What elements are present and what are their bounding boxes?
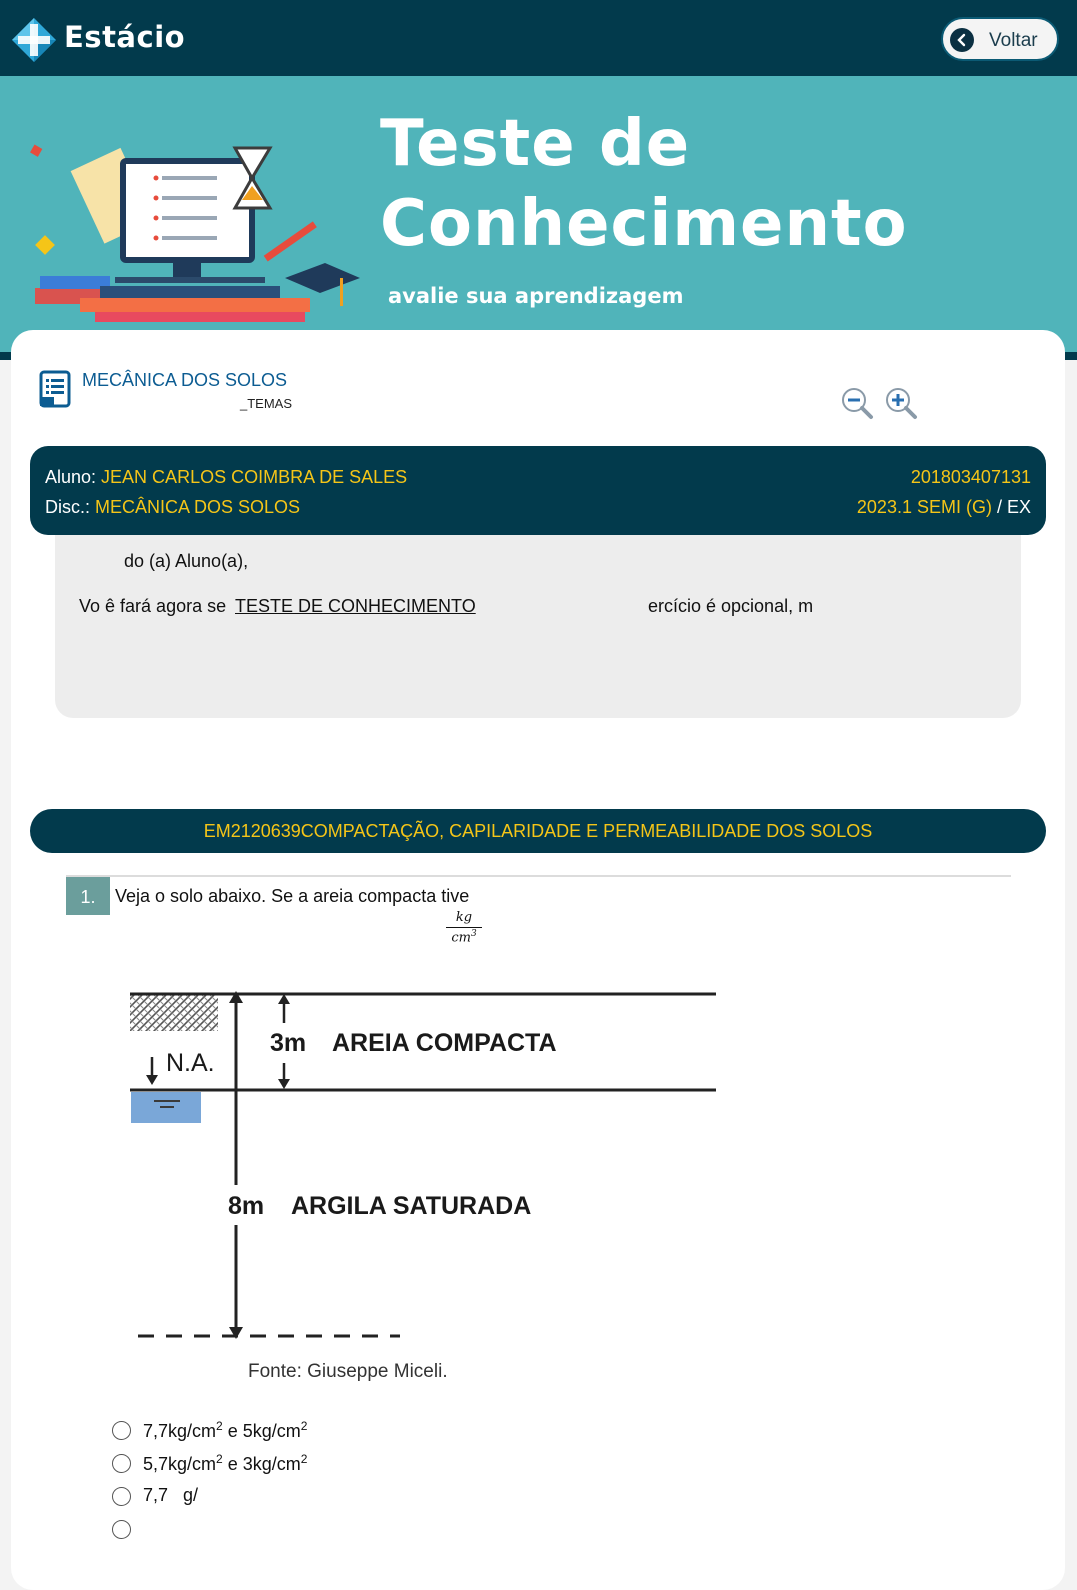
- answer-option-text: [143, 1485, 198, 1506]
- study-illustration-icon: [20, 128, 360, 343]
- figure-source: Fonte: Giuseppe Miceli.: [248, 1361, 448, 1382]
- zoom-in-icon[interactable]: [884, 386, 918, 425]
- layer2-name: ARGILA SATURADA: [291, 1192, 532, 1220]
- question-text: Veja o solo abaixo. Se a areia compacta tive: [115, 886, 470, 906]
- option-exponent: 2: [300, 1452, 308, 1466]
- period-separator: /: [991, 497, 1007, 517]
- question-divider: [66, 875, 1011, 877]
- option-part: 7,7 g/: [143, 1485, 199, 1505]
- layer1-thickness: 3m: [270, 1029, 307, 1057]
- greeting-text: do (a) Aluno(a),: [124, 551, 249, 571]
- zoom-out-icon[interactable]: [840, 386, 874, 425]
- student-row: [45, 467, 407, 488]
- radio-button[interactable]: [112, 1454, 131, 1473]
- period-code: 2023.1 SEMI (G): [856, 497, 992, 517]
- page-subtitle: avalie sua aprendizagem: [388, 284, 684, 308]
- layer1-name: AREIA COMPACTA: [332, 1029, 557, 1057]
- top-bar: [0, 0, 1077, 76]
- document-list-icon: [38, 370, 74, 415]
- instructions-text-start: Vo ê fará agora se: [79, 596, 227, 616]
- hero-banner: [0, 76, 1077, 358]
- option-part: 7,7kg/cm: [143, 1421, 217, 1441]
- layer2-thickness: 8m: [228, 1192, 265, 1220]
- option-part: e 3kg/cm: [222, 1454, 301, 1474]
- page-title: [380, 104, 1000, 264]
- discipline-label: Disc.:: [45, 497, 96, 517]
- radio-button[interactable]: [112, 1421, 131, 1440]
- answer-option-text: [143, 1452, 307, 1475]
- soil-profile-figure: [120, 985, 720, 1350]
- topic-header: EM2120639COMPACTAÇÃO, CAPILARIDADE E PERMEABILIDADE DOS SOLOS: [30, 809, 1046, 853]
- fraction-denominator-exponent: 3: [470, 929, 477, 939]
- option-exponent: 2: [216, 1419, 223, 1433]
- question-number: 1.: [66, 877, 110, 915]
- course-tag: _TEMAS: [240, 396, 293, 411]
- student-id: 201803407131: [910, 467, 1031, 487]
- fraction-denominator: [446, 928, 482, 945]
- brand-name: Estácio: [64, 20, 186, 54]
- water-table-label: N.A.: [166, 1049, 215, 1077]
- discipline-name: MECÂNICA DOS SOLOS: [95, 497, 301, 517]
- radio-button[interactable]: [112, 1520, 131, 1539]
- period-info: [857, 497, 1031, 518]
- instructions-text-end: ercício é opcional, m: [648, 596, 814, 616]
- unit-fraction: [446, 910, 482, 945]
- course-title: MECÂNICA DOS SOLOS: [82, 370, 288, 390]
- estacio-logo-icon[interactable]: [10, 16, 58, 69]
- option-part: e 5kg/cm: [222, 1421, 301, 1441]
- option-part: 5,7kg/cm: [143, 1454, 217, 1474]
- period-type: EX: [1006, 497, 1031, 517]
- fraction-denominator-base: cm: [451, 930, 471, 946]
- discipline-row: [45, 497, 300, 518]
- chevron-left-icon: [950, 28, 974, 52]
- back-button-label: Voltar: [989, 30, 1038, 51]
- student-info-bar: [30, 446, 1046, 535]
- test-link[interactable]: TESTE DE CONHECIMENTO: [235, 596, 476, 616]
- student-name: JEAN CARLOS COIMBRA DE SALES: [101, 467, 408, 487]
- page-title-line1: Teste de: [380, 107, 691, 181]
- radio-button[interactable]: [112, 1487, 131, 1506]
- page-title-line2: Conhecimento: [380, 187, 908, 261]
- back-button[interactable]: [941, 17, 1059, 61]
- answer-option-text: [143, 1419, 307, 1442]
- fraction-numerator: kg: [446, 910, 482, 928]
- student-label: Aluno:: [45, 467, 102, 487]
- option-exponent: 2: [216, 1452, 223, 1466]
- option-exponent: 2: [300, 1419, 308, 1433]
